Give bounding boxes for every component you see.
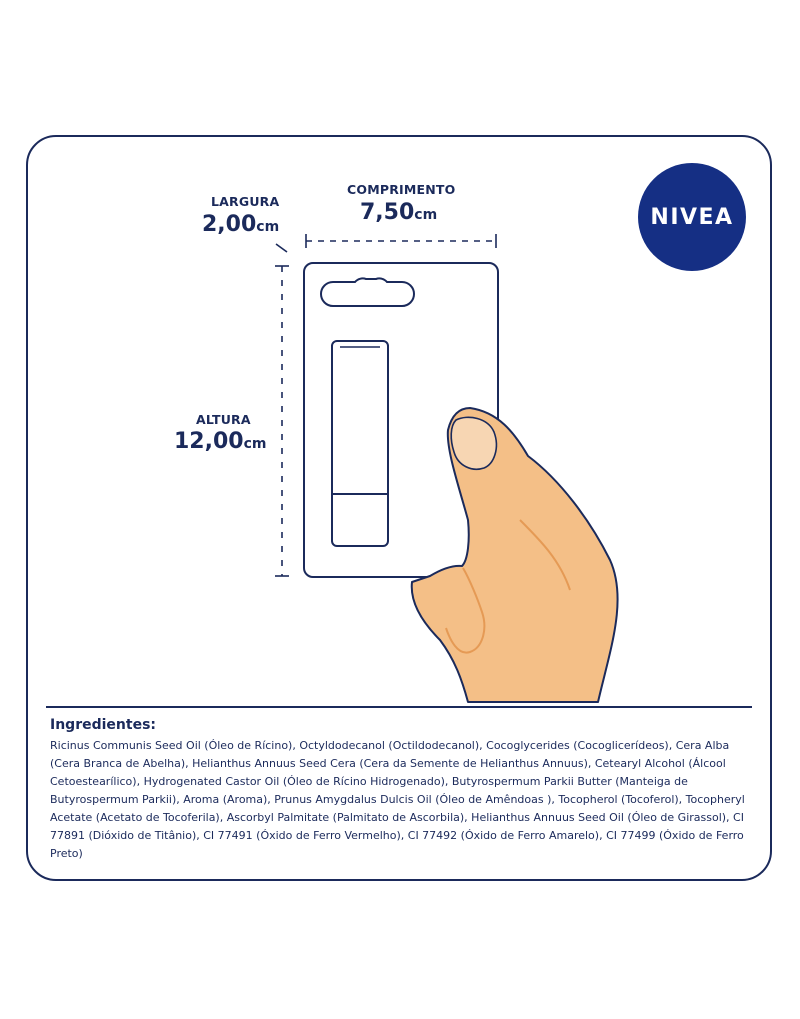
- hang-hole: [321, 278, 414, 306]
- width-diagonal-mark: [276, 244, 287, 252]
- width-unit: cm: [256, 219, 280, 235]
- length-label: COMPRIMENTO: [347, 182, 456, 197]
- height-label: ALTURA: [196, 412, 251, 427]
- height-unit: cm: [243, 436, 267, 452]
- length-unit: cm: [414, 207, 438, 223]
- divider: [46, 706, 752, 708]
- width-number: 2,00: [202, 212, 257, 237]
- lip-balm-stick: [332, 341, 388, 546]
- length-number: 7,50: [360, 200, 415, 225]
- logo-text: NIVEA: [650, 204, 734, 230]
- height-number: 12,00: [174, 429, 244, 454]
- ingredients-title: Ingredientes:: [50, 717, 156, 733]
- ingredients-text: Ricinus Communis Seed Oil (Óleo de Rícino), Octyldodecanol (Octildodecanol), Cocoglycerides (Cocoglicerídeos), Cera Alba (Cera Branca de Abelha), Helianthus Annuus Seed Cera (Cera da Semente de Helianthus Annuus), Cetearyl Alcohol (Álcool Cetoestearílico), Hydrogenated Castor Oil (Óleo de Rícino Hidrogenado), Butyrospermum Parkii Butter (Manteiga de Butyrospermum Parkii), Aroma (Aroma), Prunus Amygdalus Dulcis Oil (Óleo de Amêndoas ), Tocopherol (Tocoferol), Tocopheryl Acetate (Acetato de Tocoferila), Ascorbyl Palmitate (Palmitato de Ascorbila), Helianthus Annuus Seed Oil (Óleo de Girassol), CI 77891 (Dióxido de Titânio), CI 77491 (Óxido de Ferro Vermelho), CI 77492 (Óxido de Ferro Amarelo), CI 77499 (Óxido de Ferro Preto): [50, 739, 745, 860]
- thumbnail: [451, 417, 496, 469]
- width-label: LARGURA: [211, 194, 280, 209]
